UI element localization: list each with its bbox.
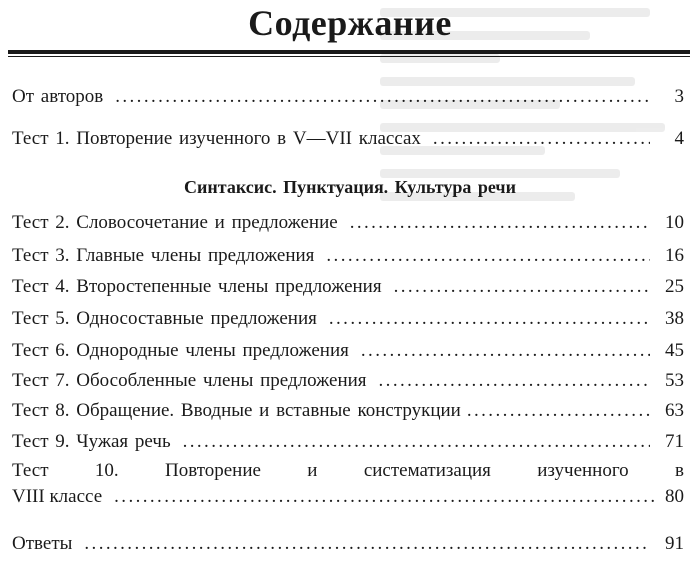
toc-entry-label: Ответы — [12, 533, 73, 554]
dot-leader — [433, 128, 650, 150]
toc-entry-test-5 — [12, 308, 684, 330]
toc-entry-label: Тест 9. Чужая речь — [12, 431, 171, 452]
toc-entry-label: Тест 8. Обращение. Вводные и вставные конструкции — [12, 400, 461, 421]
toc-entry-test-1 — [12, 128, 684, 150]
dot-leader — [114, 484, 655, 510]
toc-entry-test-4 — [12, 276, 684, 298]
toc-entry-label: Тест 3. Главные члены предложения — [12, 245, 315, 266]
toc-entry-label: Тест 2. Словосочетание и предложение — [12, 212, 338, 233]
toc-entry-page: 38 — [665, 308, 684, 329]
toc-entry-test-2 — [12, 212, 684, 234]
dot-leader — [350, 212, 650, 234]
toc-entry-test-6 — [12, 340, 684, 362]
toc-entry-page: 71 — [665, 431, 684, 452]
toc-entry-test-3 — [12, 245, 684, 267]
toc-entry-page: 63 — [665, 400, 684, 421]
dot-leader — [84, 533, 650, 555]
dot-leader — [115, 86, 650, 108]
toc-entry-page: 91 — [665, 533, 684, 554]
dot-leader — [183, 431, 650, 453]
toc-entry-authors — [12, 86, 684, 108]
toc-entry-page: 16 — [665, 245, 684, 266]
toc-entry-page: 4 — [674, 128, 684, 149]
toc-entry-test-10 — [12, 458, 684, 510]
toc-entry-label: От авторов — [12, 86, 104, 107]
dot-leader — [326, 245, 650, 267]
dot-leader — [329, 308, 650, 330]
dot-leader — [361, 340, 650, 362]
toc-entry-label: Тест 5. Односоставные предложения — [12, 308, 317, 329]
toc-entry-page: 25 — [665, 276, 684, 297]
dot-leader — [394, 276, 650, 298]
toc-entry-label: Тест 4. Второстепенные члены предложения — [12, 276, 382, 297]
section-heading: Синтаксис. Пунктуация. Культура речи — [184, 177, 516, 197]
toc-entry-page: 45 — [665, 340, 684, 361]
toc-entry-test-7 — [12, 370, 684, 392]
toc-entry-label: Тест 1. Повторение изученного в V—VII классах — [12, 128, 421, 149]
toc-entry-answers — [12, 533, 684, 555]
toc-entry-page: 3 — [674, 86, 684, 107]
title-rule-thick — [8, 50, 690, 54]
page-title: Содержание — [248, 3, 452, 43]
toc-entry-test-9 — [12, 431, 684, 453]
toc-entry-label: Тест 6. Однородные члены предложения — [12, 340, 349, 361]
toc-entry-page: 10 — [665, 212, 684, 233]
toc-entry-test-8 — [12, 400, 684, 422]
dot-leader — [379, 370, 650, 392]
toc-entry-page: 53 — [665, 370, 684, 391]
title-rule-thin — [8, 56, 690, 57]
toc-entry-page: 80 — [665, 486, 684, 507]
toc-entry-label-line2: VIII классе — [12, 486, 103, 507]
toc-entry-label-line1: Тест 10. Повторение и систематизация изученного в — [12, 460, 684, 481]
toc-entry-label: Тест 7. Обособленные члены предложения — [12, 370, 367, 391]
dot-leader — [467, 400, 654, 422]
